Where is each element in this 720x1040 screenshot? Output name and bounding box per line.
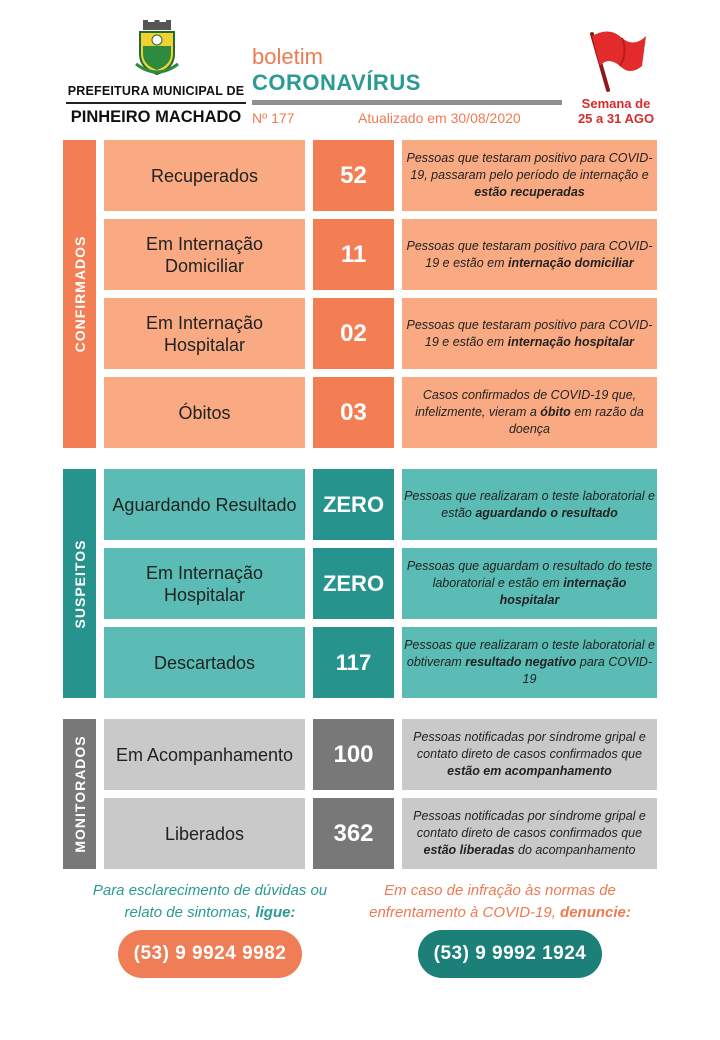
stat-description: Pessoas que aguardam o resultado do teste laboratorial e estão em internação hospitalar: [402, 548, 657, 619]
stat-row-internacao-hospitalar: [104, 298, 657, 369]
section-title-suspeitos: SUSPEITOS: [71, 539, 88, 628]
stat-label: Óbitos: [104, 377, 305, 448]
section-tab-monitorados: [63, 719, 96, 869]
bulletin-divider: [252, 100, 562, 105]
report-instructions: Em caso de infração às normas de enfrentamento à COVID-19, denuncie:: [369, 882, 631, 921]
stat-label: Liberados: [104, 798, 305, 869]
stat-description: Casos confirmados de COVID-19 que, infelizmente, vieram a óbito em razão da doença: [402, 377, 657, 448]
stat-row-liberados: [104, 798, 657, 869]
header-divider: [66, 102, 246, 104]
updated-date: Atualizado em 30/08/2020: [358, 110, 521, 126]
report-emphasis: denuncie:: [560, 904, 631, 921]
contact-phone-button[interactable]: (53) 9 9924 9982: [118, 930, 302, 978]
stat-value: 362: [313, 798, 394, 869]
red-flag-icon: [578, 28, 650, 92]
bulletin-title: CORONAVÍRUS: [252, 70, 421, 95]
stat-row-aguardando-resultado: [104, 469, 657, 540]
section-tab-suspeitos: [63, 469, 96, 698]
stat-row-suspeitos-internacao-hospitalar: [104, 548, 657, 619]
stat-value: 03: [313, 377, 394, 448]
week-range: [572, 96, 660, 126]
bulletin-word: boletim: [252, 44, 323, 69]
stat-value: ZERO: [313, 548, 394, 619]
municipality-line-1: PREFEITURA MUNICIPAL DE: [67, 84, 245, 98]
stat-value: 02: [313, 298, 394, 369]
report-phone-button[interactable]: (53) 9 9992 1924: [418, 930, 602, 978]
stat-label: Aguardando Resultado: [104, 469, 305, 540]
stat-description: Pessoas que realizaram o teste laboratorial e estão aguardando o resultado: [402, 469, 657, 540]
section-tab-confirmados: [63, 140, 96, 448]
stat-value: 100: [313, 719, 394, 790]
stat-description: Pessoas que testaram positivo para COVID-19, passaram pelo período de internação e estão recuperadas: [402, 140, 657, 211]
stat-value: ZERO: [313, 469, 394, 540]
stat-label: Em Internação Hospitalar: [104, 548, 305, 619]
stat-value: 52: [313, 140, 394, 211]
stat-description: Pessoas que testaram positivo para COVID-19 e estão em internação domiciliar: [402, 219, 657, 290]
stat-row-em-acompanhamento: [104, 719, 657, 790]
stat-label: Em Internação Hospitalar: [104, 298, 305, 369]
week-line-1: Semana de: [581, 96, 651, 111]
stat-value: 117: [313, 627, 394, 698]
bulletin-number: Nº 177: [252, 110, 295, 126]
stat-value: 11: [313, 219, 394, 290]
stat-description: Pessoas que testaram positivo para COVID-19 e estão em internação hospitalar: [402, 298, 657, 369]
section-title-confirmados: CONFIRMADOS: [71, 235, 88, 353]
stat-row-descartados: [104, 627, 657, 698]
municipality-name: PINHEIRO MACHADO: [70, 108, 242, 126]
section-title-monitorados: MONITORADOS: [71, 735, 88, 853]
contact-instructions: Para esclarecimento de dúvidas ou relato de sintomas, ligue:: [92, 882, 328, 921]
stat-description: Pessoas que realizaram o teste laboratorial e obtiveram resultado negativo para COVID-19: [402, 627, 657, 698]
coat-of-arms-icon: [134, 20, 180, 78]
stat-description: Pessoas notificadas por síndrome gripal e contato direto de casos confirmados que estão em acompanhamento: [402, 719, 657, 790]
stat-label: Descartados: [104, 627, 305, 698]
stat-description: Pessoas notificadas por síndrome gripal e contato direto de casos confirmados que estão liberadas do acompanhamento: [402, 798, 657, 869]
stat-label: Recuperados: [104, 140, 305, 211]
week-line-2: 25 a 31 AGO: [577, 111, 655, 126]
stat-label: Em Acompanhamento: [104, 719, 305, 790]
stat-row-internacao-domiciliar: [104, 219, 657, 290]
stat-row-recuperados: [104, 140, 657, 211]
stat-label: Em Internação Domiciliar: [104, 219, 305, 290]
contact-emphasis: ligue:: [255, 904, 296, 921]
stat-row-obitos: [104, 377, 657, 448]
